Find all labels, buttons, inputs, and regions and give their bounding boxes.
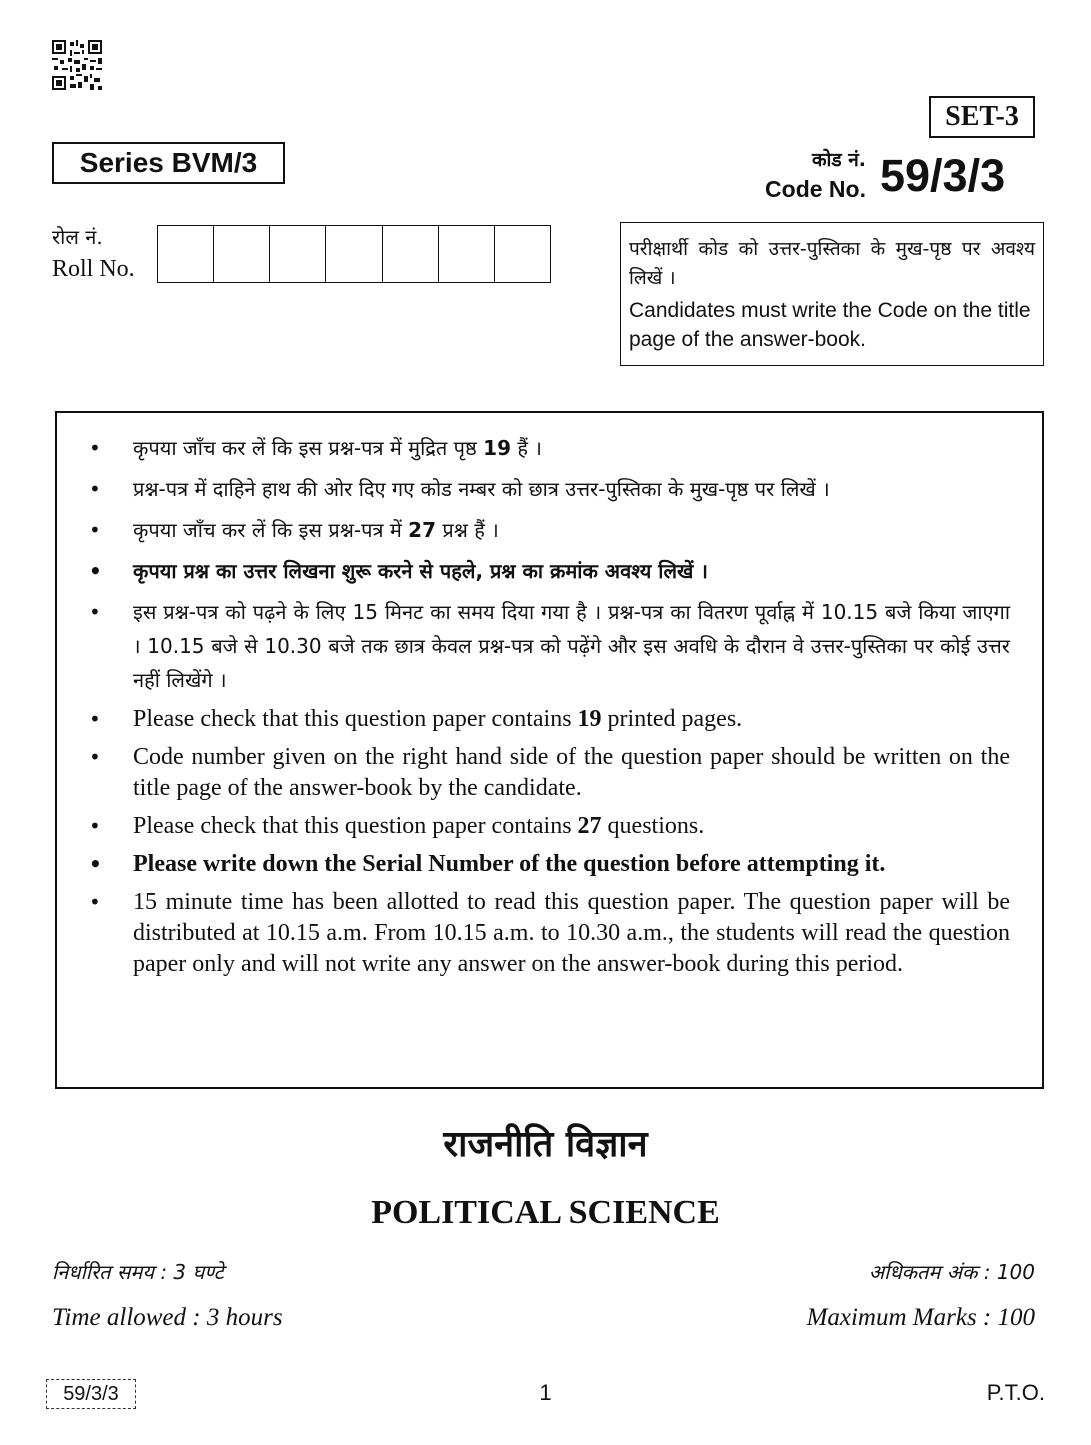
instructions-list [77,431,1010,980]
instruction-text: questions. [601,813,705,839]
candidate-note-hindi: परीक्षार्थी कोड को उत्तर-पुस्तिका के मुख-पृष्ठ पर अवश्य लिखें । [629,238,1035,289]
max-marks-english: Maximum Marks : 100 [806,1304,1035,1331]
page-number: 1 [539,1380,552,1405]
instruction-text: प्रश्न हैं । [436,518,499,542]
bullet-icon: • [89,890,101,914]
instruction-number: 19 [483,436,512,460]
instruction-text: हैं । [511,436,542,460]
instruction-text: Please check that this question paper contains [133,813,578,839]
bullet-icon: • [89,814,101,838]
bullet-icon: • [89,852,102,876]
code-label-english: Code No. [765,176,866,202]
bullet-icon: • [89,707,101,731]
instruction-text: कृपया जाँच कर लें कि इस प्रश्न-पत्र में मुद्रित पृष्ठ [133,436,484,460]
roll-digit-box[interactable] [439,226,495,282]
instruction-number: 27 [408,518,436,542]
instruction-text: 15 minute time has been allotted to read this question paper. The question paper will be distributed at 10.15 a.m. From 10.15 a.m. to 10.30 a.m., the students will read the question paper only and will not write any answer on the answer-book during this period. [133,889,1010,977]
instruction-text: Please write down the Serial Number of the question before attempting it. [133,851,886,877]
subject-title-hindi: राजनीति विज्ञान [443,1124,648,1165]
instruction-number: 19 [577,706,602,732]
instruction-text: कृपया जाँच कर लें कि इस प्रश्न-पत्र में [133,518,409,542]
code-number: 59/3/3 [880,150,1006,201]
roll-digit-box[interactable] [158,226,214,282]
code-label-hindi: कोड नं. [811,149,866,171]
bullet-icon: • [89,559,102,583]
roll-digit-box[interactable] [495,226,550,282]
pto-label: P.T.O. [986,1380,1045,1405]
instruction-item [77,887,1010,980]
instruction-item [77,513,1010,547]
time-allowed-english: Time allowed : 3 hours [52,1304,283,1331]
instruction-text: कृपया प्रश्न का उत्तर लिखना शुरू करने से पहले, प्रश्न का क्रमांक अवश्य लिखें । [133,559,708,583]
instruction-text: Code number given on the right hand side of the question paper should be written on the title page of the answer-book by the candidate. [133,744,1010,801]
instruction-text: प्रश्न-पत्र में दाहिने हाथ की ओर दिए गए कोड नम्बर को छात्र उत्तर-पुस्तिका के मुख-पृष्ठ पर लिखें । [133,477,830,501]
instruction-item [77,472,1010,506]
roll-label-english: Roll No. [52,256,135,282]
time-allowed-hindi: निर्धारित समय : 3 घण्टे [52,1260,224,1284]
instruction-item [77,431,1010,465]
subject-title-english: POLITICAL SCIENCE [371,1194,720,1231]
roll-digit-box[interactable] [214,226,270,282]
set-label: SET-3 [929,96,1035,138]
instruction-item [77,554,1010,588]
instruction-item [77,811,1010,842]
instruction-item [77,704,1010,735]
footer-code: 59/3/3 [46,1379,136,1409]
roll-label-hindi: रोल नं. [52,225,103,249]
roll-number-boxes[interactable] [157,225,551,283]
bullet-icon: • [89,436,101,460]
bullet-icon: • [89,600,101,624]
roll-digit-box[interactable] [383,226,439,282]
instruction-item [77,742,1010,804]
bullet-icon: • [89,518,101,542]
instruction-text: Please check that this question paper contains [133,706,578,732]
series-label: Series BVM/3 [52,142,285,184]
candidate-note-box [620,222,1044,366]
instruction-text: इस प्रश्न-पत्र को पढ़ने के लिए 15 मिनट का समय दिया गया है । प्रश्न-पत्र का वितरण पूर्वाह्न में 10.15 बजे किया जाएगा । 10.15 बजे से 10.30 बजे तक छात्र केवल प्रश्न-पत्र को पढ़ेंगे और इस अवधि के दौरान वे उत्तर-पुस्तिका पर कोई उत्तर नहीं लिखेंगे । [133,600,1010,692]
bullet-icon: • [89,745,101,769]
roll-digit-box[interactable] [326,226,382,282]
max-marks-hindi: अधिकतम अंक : 100 [868,1260,1035,1284]
qr-code-icon [52,40,102,90]
candidate-note-english: Candidates must write the Code on the title page of the answer-book. [629,299,1031,351]
instruction-text: printed pages. [601,706,743,732]
roll-digit-box[interactable] [270,226,326,282]
bullet-icon: • [89,477,101,501]
instruction-number: 27 [577,813,602,839]
instruction-item [77,849,1010,880]
instructions-box [55,411,1044,1089]
instruction-item [77,595,1010,697]
